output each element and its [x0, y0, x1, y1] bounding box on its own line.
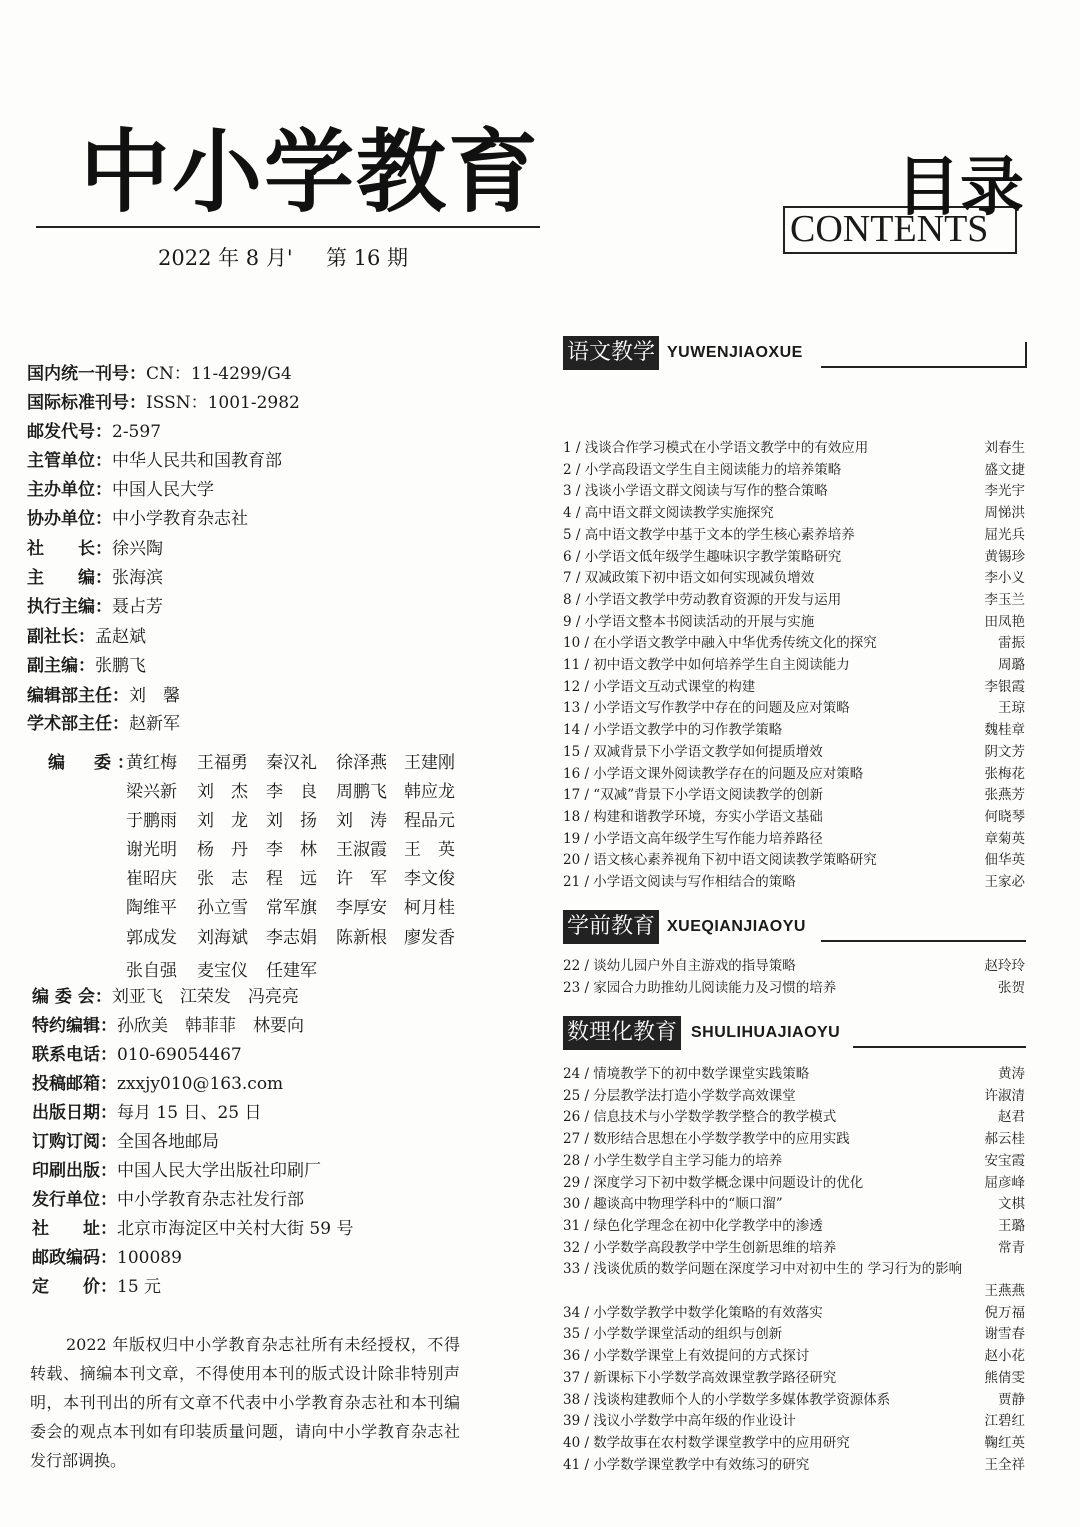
toc-author: 谢雪春 [984, 1326, 1025, 1343]
toc-title: 26 / 信息技术与小学数学教学整合的教学模式 [563, 1109, 837, 1126]
toc-author: 许淑清 [984, 1087, 1025, 1104]
toc-author: 李小义 [984, 570, 1025, 587]
toc-entry[interactable] [563, 829, 1025, 850]
toc-title: 21 / 小学语文阅读与写作相结合的策略 [563, 874, 796, 890]
info-row [27, 685, 180, 707]
board-member: 柯月桂 [404, 898, 455, 918]
toc-entry[interactable] [563, 633, 1025, 654]
toc-title: 12 / 小学语文互动式课堂的构建 [563, 678, 756, 695]
board-member: 刘 涛 [336, 811, 387, 831]
info-label: 投稿邮箱： [32, 1074, 117, 1094]
toc-title: 38 / 浅谈构建教师个人的小学数学多媒体教学资源体系 [563, 1391, 891, 1408]
toc-title: 7 / 双减政策下初中语文如何实现减负增效 [563, 570, 815, 587]
toc-entry[interactable] [563, 1390, 1025, 1411]
toc-title: 18 / 构建和谐教学环境，夯实小学语文基础 [563, 808, 823, 825]
toc-entry[interactable] [563, 525, 1025, 546]
board-member: 谢光明 [126, 840, 177, 860]
toc-entry[interactable] [563, 547, 1025, 568]
board-member: 黄红梅 [126, 753, 177, 773]
toc-entry[interactable] [563, 1238, 1025, 1259]
section-header [563, 336, 1027, 370]
board-member: 孙立雪 [197, 898, 248, 918]
section-subtitle: SHULIHUAJIAOYU [691, 1024, 841, 1041]
info-row [27, 450, 282, 472]
info-label: 编辑部主任： [27, 686, 129, 706]
toc-author: 李光宇 [984, 483, 1025, 500]
info-value: 全国各地邮局 [117, 1132, 219, 1152]
board-member: 陈新根 [336, 928, 387, 948]
info-row [27, 626, 146, 648]
toc-title: 24 / 情境教学下的初中数学课堂实践策略 [563, 1066, 810, 1082]
section-rule [853, 1046, 1026, 1048]
toc-entry[interactable] [563, 677, 1025, 698]
toc-entry[interactable] [563, 1107, 1025, 1128]
toc-author: 赵小花 [984, 1348, 1025, 1365]
info-label: 协办单位： [27, 509, 112, 529]
board-member: 陶维平 [126, 898, 177, 918]
info-value: zxxjy010@163.com [117, 1074, 284, 1094]
info-row [27, 567, 163, 589]
info-label: 印刷出版： [32, 1161, 117, 1181]
toc-author: 佃华英 [984, 852, 1025, 869]
toc-title: 23 / 家园合力助推幼儿阅读能力及习惯的培养 [563, 979, 837, 996]
board-member: 杨 丹 [197, 840, 248, 860]
info-label: 国内统一刊号： [27, 364, 146, 384]
toc-title: 37 / 新课标下小学数学高效课堂教学路径研究 [563, 1369, 837, 1386]
info-value: 张鹏飞 [95, 656, 146, 676]
info-value: ISSN：1001-2982 [146, 393, 300, 413]
toc-author: 雷振 [998, 635, 1025, 652]
toc-author: 章菊英 [984, 830, 1025, 847]
toc-author: 江碧红 [984, 1413, 1025, 1430]
toc-author: 文棋 [998, 1196, 1025, 1213]
info-row [32, 1218, 353, 1240]
toc-entry[interactable] [563, 1216, 1025, 1237]
board-member: 刘 扬 [266, 811, 317, 831]
info-value: 中国人民大学出版社印刷厂 [117, 1161, 321, 1181]
toc-entry[interactable] [563, 1324, 1025, 1345]
info-label: 国际标准刊号： [27, 393, 146, 413]
board-member: 李文俊 [404, 869, 455, 889]
toc-title: 9 / 小学语文整本书阅读活动的开展与实施 [563, 613, 815, 630]
toc-title: 35 / 小学数学课堂活动的组织与创新 [563, 1326, 783, 1343]
section-title: 语文教学 [563, 336, 659, 370]
toc-entry[interactable] [563, 978, 1025, 999]
toc-author: 张燕芳 [984, 787, 1025, 804]
info-row [27, 392, 300, 414]
info-row [32, 1160, 321, 1182]
toc-title: 39 / 浅议小学数学中高年级的作业设计 [563, 1413, 796, 1430]
toc-title: 20 / 语文核心素养视角下初中语文阅读教学策略研究 [563, 852, 877, 869]
board-member: 张 志 [197, 869, 248, 889]
toc-title: 41 / 小学数学课堂教学中有效练习的研究 [563, 1456, 810, 1473]
toc-title: 13 / 小学语文写作教学中存在的问题及应对策略 [563, 700, 850, 717]
info-row [32, 1189, 304, 1211]
board-member: 崔昭庆 [126, 869, 177, 889]
toc-author: 贾静 [998, 1391, 1025, 1408]
toc-author: 王璐 [998, 1217, 1025, 1234]
toc-title: 17 / “双减”背景下小学语文阅读教学的创新 [563, 787, 824, 804]
info-label: 特约编辑： [32, 1016, 117, 1036]
board-member: 王淑霞 [336, 840, 387, 860]
toc-title: 2 / 小学高段语文学生自主阅读能力的培养策略 [563, 461, 842, 478]
info-row [27, 479, 214, 501]
toc-entry[interactable] [563, 850, 1025, 871]
info-label: 联系电话： [32, 1045, 117, 1065]
toc-author: 熊倩雯 [984, 1369, 1025, 1386]
board-member: 李志娟 [266, 928, 317, 948]
board-member: 韩应龙 [404, 782, 455, 802]
info-value: 赵新军 [129, 714, 180, 734]
toc-title: 25 / 分层教学法打造小学数学高效课堂 [563, 1087, 796, 1104]
toc-title: 5 / 高中语文教学中基于文本的学生核心素养培养 [563, 526, 855, 543]
board-member: 郭成发 [126, 928, 177, 948]
toc-author: 王全祥 [984, 1456, 1025, 1473]
info-row [32, 986, 299, 1008]
toc-title: 16 / 小学语文课外阅读教学存在的问题及应对策略 [563, 765, 864, 782]
info-row [32, 1015, 304, 1037]
toc-entry[interactable] [563, 1281, 1025, 1302]
toc-title: 30 / 趣谈高中物理学科中的“顺口溜” [563, 1196, 783, 1213]
toc-title: 4 / 高中语文群文阅读教学实施探究 [563, 505, 774, 522]
toc-author: 王琼 [998, 700, 1025, 717]
copyright-notice: 2022 年版权归中小学教育杂志社所有未经授权，不得转载、摘编本刊文章，不得使用本刊的版式设计除非特别声明，本刊刊出的所有文章不代表中小学教育杂志社和本刊编委会的观点本刊如有印装质量问题，请向中小学教育杂志社发行部调换。 [30, 1335, 460, 1470]
toc-author: 田凤艳 [984, 613, 1025, 630]
info-label: 学术部主任： [27, 714, 129, 734]
toc-author: 赵君 [998, 1109, 1025, 1126]
toc-title: 40 / 数学故事在农村数学课堂教学中的应用研究 [563, 1434, 850, 1451]
board-member: 王 英 [404, 840, 455, 860]
toc-author: 倪万福 [984, 1304, 1025, 1321]
info-row [27, 363, 292, 385]
board-member: 刘 龙 [197, 811, 248, 831]
toc-title: 3 / 浅谈小学语文群文阅读与写作的整合策略 [563, 483, 828, 500]
toc-entry[interactable] [563, 872, 1025, 893]
section-rule-end [1025, 342, 1027, 368]
toc-author: 赵玲玲 [984, 958, 1025, 974]
toc-title: 36 / 小学数学课堂上有效提问的方式探讨 [563, 1348, 810, 1365]
toc-title: 8 / 小学语文教学中劳动教育资源的开发与运用 [563, 591, 842, 608]
toc-title: 6 / 小学语文低年级学生趣味识字教学策略研究 [563, 548, 842, 565]
board-member: 李 林 [266, 840, 317, 860]
toc-author: 张贺 [998, 979, 1025, 996]
toc-author: 黄涛 [998, 1066, 1025, 1082]
toc-author: 李银霞 [984, 678, 1025, 695]
toc-entry[interactable] [563, 1259, 1025, 1280]
board-member: 张自强 [126, 961, 177, 981]
toc-title: 15 / 双减背景下小学语文教学如何提质增效 [563, 743, 823, 760]
toc-entry[interactable] [563, 807, 1025, 828]
info-row [27, 596, 163, 618]
board-member: 秦汉礼 [266, 753, 317, 773]
toc-entry[interactable] [563, 590, 1025, 611]
board-member: 廖发香 [404, 928, 455, 948]
toc-title: 29 / 深度学习下初中数学概念课中问题设计的优化 [563, 1174, 864, 1191]
toc-entry[interactable] [563, 1411, 1025, 1432]
toc-author: 盛文捷 [984, 461, 1025, 478]
toc-entry[interactable] [563, 568, 1025, 589]
info-label: 发行单位： [32, 1190, 117, 1210]
board-member: 麦宝仪 [197, 961, 248, 981]
info-value: 孟赵斌 [95, 627, 146, 647]
contents-english: CONTENTS [790, 208, 989, 250]
info-label: 副主编： [27, 656, 95, 676]
toc-author: 黄锡珍 [984, 548, 1025, 565]
section-rule [821, 366, 1026, 368]
editorial-board-label: 编 委： [48, 753, 140, 773]
info-label: 社 址： [32, 1219, 117, 1239]
board-member: 周鹏飞 [336, 782, 387, 802]
toc-entry[interactable] [563, 1173, 1025, 1194]
toc-entry[interactable] [563, 1129, 1025, 1150]
toc-author: 常青 [998, 1239, 1025, 1256]
info-row [27, 713, 180, 735]
toc-title: 19 / 小学语文高年级学生写作能力培养路径 [563, 830, 823, 847]
info-row [27, 508, 248, 530]
toc-entry[interactable] [563, 1303, 1025, 1324]
board-member: 许 军 [336, 869, 387, 889]
info-row [32, 1131, 219, 1153]
info-row [32, 1073, 283, 1095]
toc-author: 王家必 [984, 874, 1025, 890]
toc-author: 李玉兰 [984, 591, 1025, 608]
board-member: 梁兴新 [126, 782, 177, 802]
section-title: 数理化教育 [563, 1016, 681, 1050]
toc-title: 27 / 数形结合思想在小学数学教学中的应用实践 [563, 1131, 850, 1148]
info-label: 邮政编码： [32, 1248, 117, 1268]
info-value: 中国人民大学 [112, 480, 214, 500]
toc-entry[interactable] [563, 438, 1025, 459]
toc-entry[interactable] [563, 720, 1025, 741]
board-member: 刘 杰 [197, 782, 248, 802]
info-value: 聂占芳 [112, 597, 163, 617]
info-label: 主 编： [27, 568, 112, 588]
section-subtitle: XUEQIANJIAOYU [667, 918, 806, 935]
contents-chinese: 目录 [896, 151, 1024, 225]
toc-title: 1 / 浅谈合作学习模式在小学语文教学中的有效应用 [563, 440, 869, 456]
toc-entry[interactable] [563, 1368, 1025, 1389]
journal-title: 中小学教育 [80, 120, 540, 225]
toc-entry[interactable] [563, 956, 1025, 977]
info-row [32, 1247, 182, 1269]
toc-entry[interactable] [563, 655, 1025, 676]
toc-entry[interactable] [563, 1151, 1025, 1172]
toc-entry[interactable] [563, 1194, 1025, 1215]
toc-author: 王燕燕 [984, 1283, 1025, 1299]
board-member: 王福勇 [197, 753, 248, 773]
toc-entry[interactable] [563, 503, 1025, 524]
info-value: 15 元 [117, 1277, 162, 1297]
info-label: 副社长： [27, 627, 95, 647]
info-label: 订购订阅： [32, 1132, 117, 1152]
toc-author: 屈彦峰 [984, 1174, 1025, 1191]
toc-author: 阴文芳 [984, 743, 1025, 760]
info-value: 刘 馨 [129, 686, 180, 706]
info-row [27, 421, 161, 443]
toc-entry[interactable] [563, 612, 1025, 633]
info-value: 2-597 [112, 422, 162, 442]
toc-title: 34 / 小学数学教学中数学化策略的有效落实 [563, 1304, 823, 1321]
info-value: 北京市海淀区中关村大街 59 号 [117, 1219, 354, 1239]
masthead-rule [36, 226, 540, 228]
toc-entry[interactable] [563, 1433, 1025, 1454]
board-member: 李厚安 [336, 898, 387, 918]
toc-entry[interactable] [563, 785, 1025, 806]
info-label: 社 长： [27, 539, 112, 559]
info-row [27, 655, 146, 677]
info-row [32, 1102, 261, 1124]
info-value: 中华人民共和国教育部 [112, 451, 282, 471]
info-label: 编 委 会： [32, 987, 112, 1007]
info-label: 出版日期： [32, 1103, 117, 1123]
info-label: 执行主编： [27, 597, 112, 617]
toc-entry[interactable] [563, 1086, 1025, 1107]
info-value: 中小学教育杂志社 [112, 509, 248, 529]
toc-title: 22 / 谈幼儿园户外自主游戏的指导策略 [563, 958, 796, 974]
info-value: 中小学教育杂志社发行部 [117, 1190, 304, 1210]
toc-author: 刘春生 [984, 440, 1025, 456]
toc-entry[interactable] [563, 1064, 1025, 1085]
info-row [27, 538, 163, 560]
toc-title: 32 / 小学数学高段教学中学生创新思维的培养 [563, 1239, 837, 1256]
toc-author: 周悌洪 [984, 505, 1025, 522]
board-member: 王建刚 [404, 753, 455, 773]
info-row [32, 1044, 242, 1066]
toc-title: 11 / 初中语文教学中如何培养学生自主阅读能力 [563, 657, 850, 673]
toc-entry[interactable] [563, 698, 1025, 719]
info-row [32, 1276, 161, 1298]
toc-entry[interactable] [563, 481, 1025, 502]
toc-author: 屈光兵 [984, 526, 1025, 543]
section-title: 学前教育 [563, 910, 659, 944]
info-label: 主管单位： [27, 451, 112, 471]
toc-title: 31 / 绿色化学理念在初中化学教学中的渗透 [563, 1217, 823, 1234]
info-value: 100089 [117, 1248, 182, 1268]
info-value: 每月 15 日、25 日 [117, 1103, 262, 1123]
info-value: 010-69054467 [117, 1045, 242, 1065]
toc-entry[interactable] [563, 742, 1025, 763]
info-value: 张海滨 [112, 568, 163, 588]
board-member: 徐泽燕 [336, 753, 387, 773]
issue-date: 2022 年 8 月' 第 16 期 [158, 246, 409, 270]
toc-author: 张梅花 [984, 765, 1025, 782]
board-member: 于鹏雨 [126, 811, 177, 831]
board-member: 刘海斌 [197, 928, 248, 948]
toc-entry[interactable] [563, 1346, 1025, 1367]
toc-author: 周璐 [998, 657, 1025, 673]
board-member: 任建军 [266, 961, 317, 981]
toc-title: 10 / 在小学语文教学中融入中华优秀传统文化的探究 [563, 635, 877, 652]
info-value: 徐兴陶 [112, 539, 163, 559]
section-header [563, 1016, 1027, 1050]
toc-title: 28 / 小学生数学自主学习能力的培养 [563, 1152, 783, 1169]
toc-author: 鞠红英 [984, 1434, 1025, 1451]
board-member: 常军旗 [266, 898, 317, 918]
section-header [563, 910, 1027, 944]
toc-author: 魏桂章 [984, 722, 1025, 739]
toc-title: 33 / 浅谈优质的数学问题在深度学习中对初中生的 学习行为的影响 [563, 1261, 963, 1278]
toc-author: 何晓琴 [984, 808, 1025, 825]
info-label: 主办单位： [27, 480, 112, 500]
info-label: 定 价： [32, 1277, 117, 1297]
board-member: 程品元 [404, 811, 455, 831]
board-member: 程 远 [266, 869, 317, 889]
section-subtitle: YUWENJIAOXUE [667, 344, 803, 361]
toc-title: 14 / 小学语文教学中的习作教学策略 [563, 722, 783, 739]
toc-author: 郝云桂 [984, 1131, 1025, 1148]
section-rule [821, 940, 1026, 942]
toc-entry[interactable] [563, 460, 1025, 481]
info-value: CN：11-4299/G4 [146, 364, 292, 384]
toc-entry[interactable] [563, 764, 1025, 785]
info-label: 邮发代号： [27, 422, 112, 442]
info-value: 刘亚飞 江荣发 冯亮亮 [111, 987, 299, 1007]
info-value: 孙欣美 韩菲菲 林要向 [117, 1016, 304, 1036]
board-member: 李 良 [266, 782, 317, 802]
toc-author: 安宝霞 [984, 1152, 1025, 1169]
toc-entry[interactable] [563, 1455, 1025, 1476]
